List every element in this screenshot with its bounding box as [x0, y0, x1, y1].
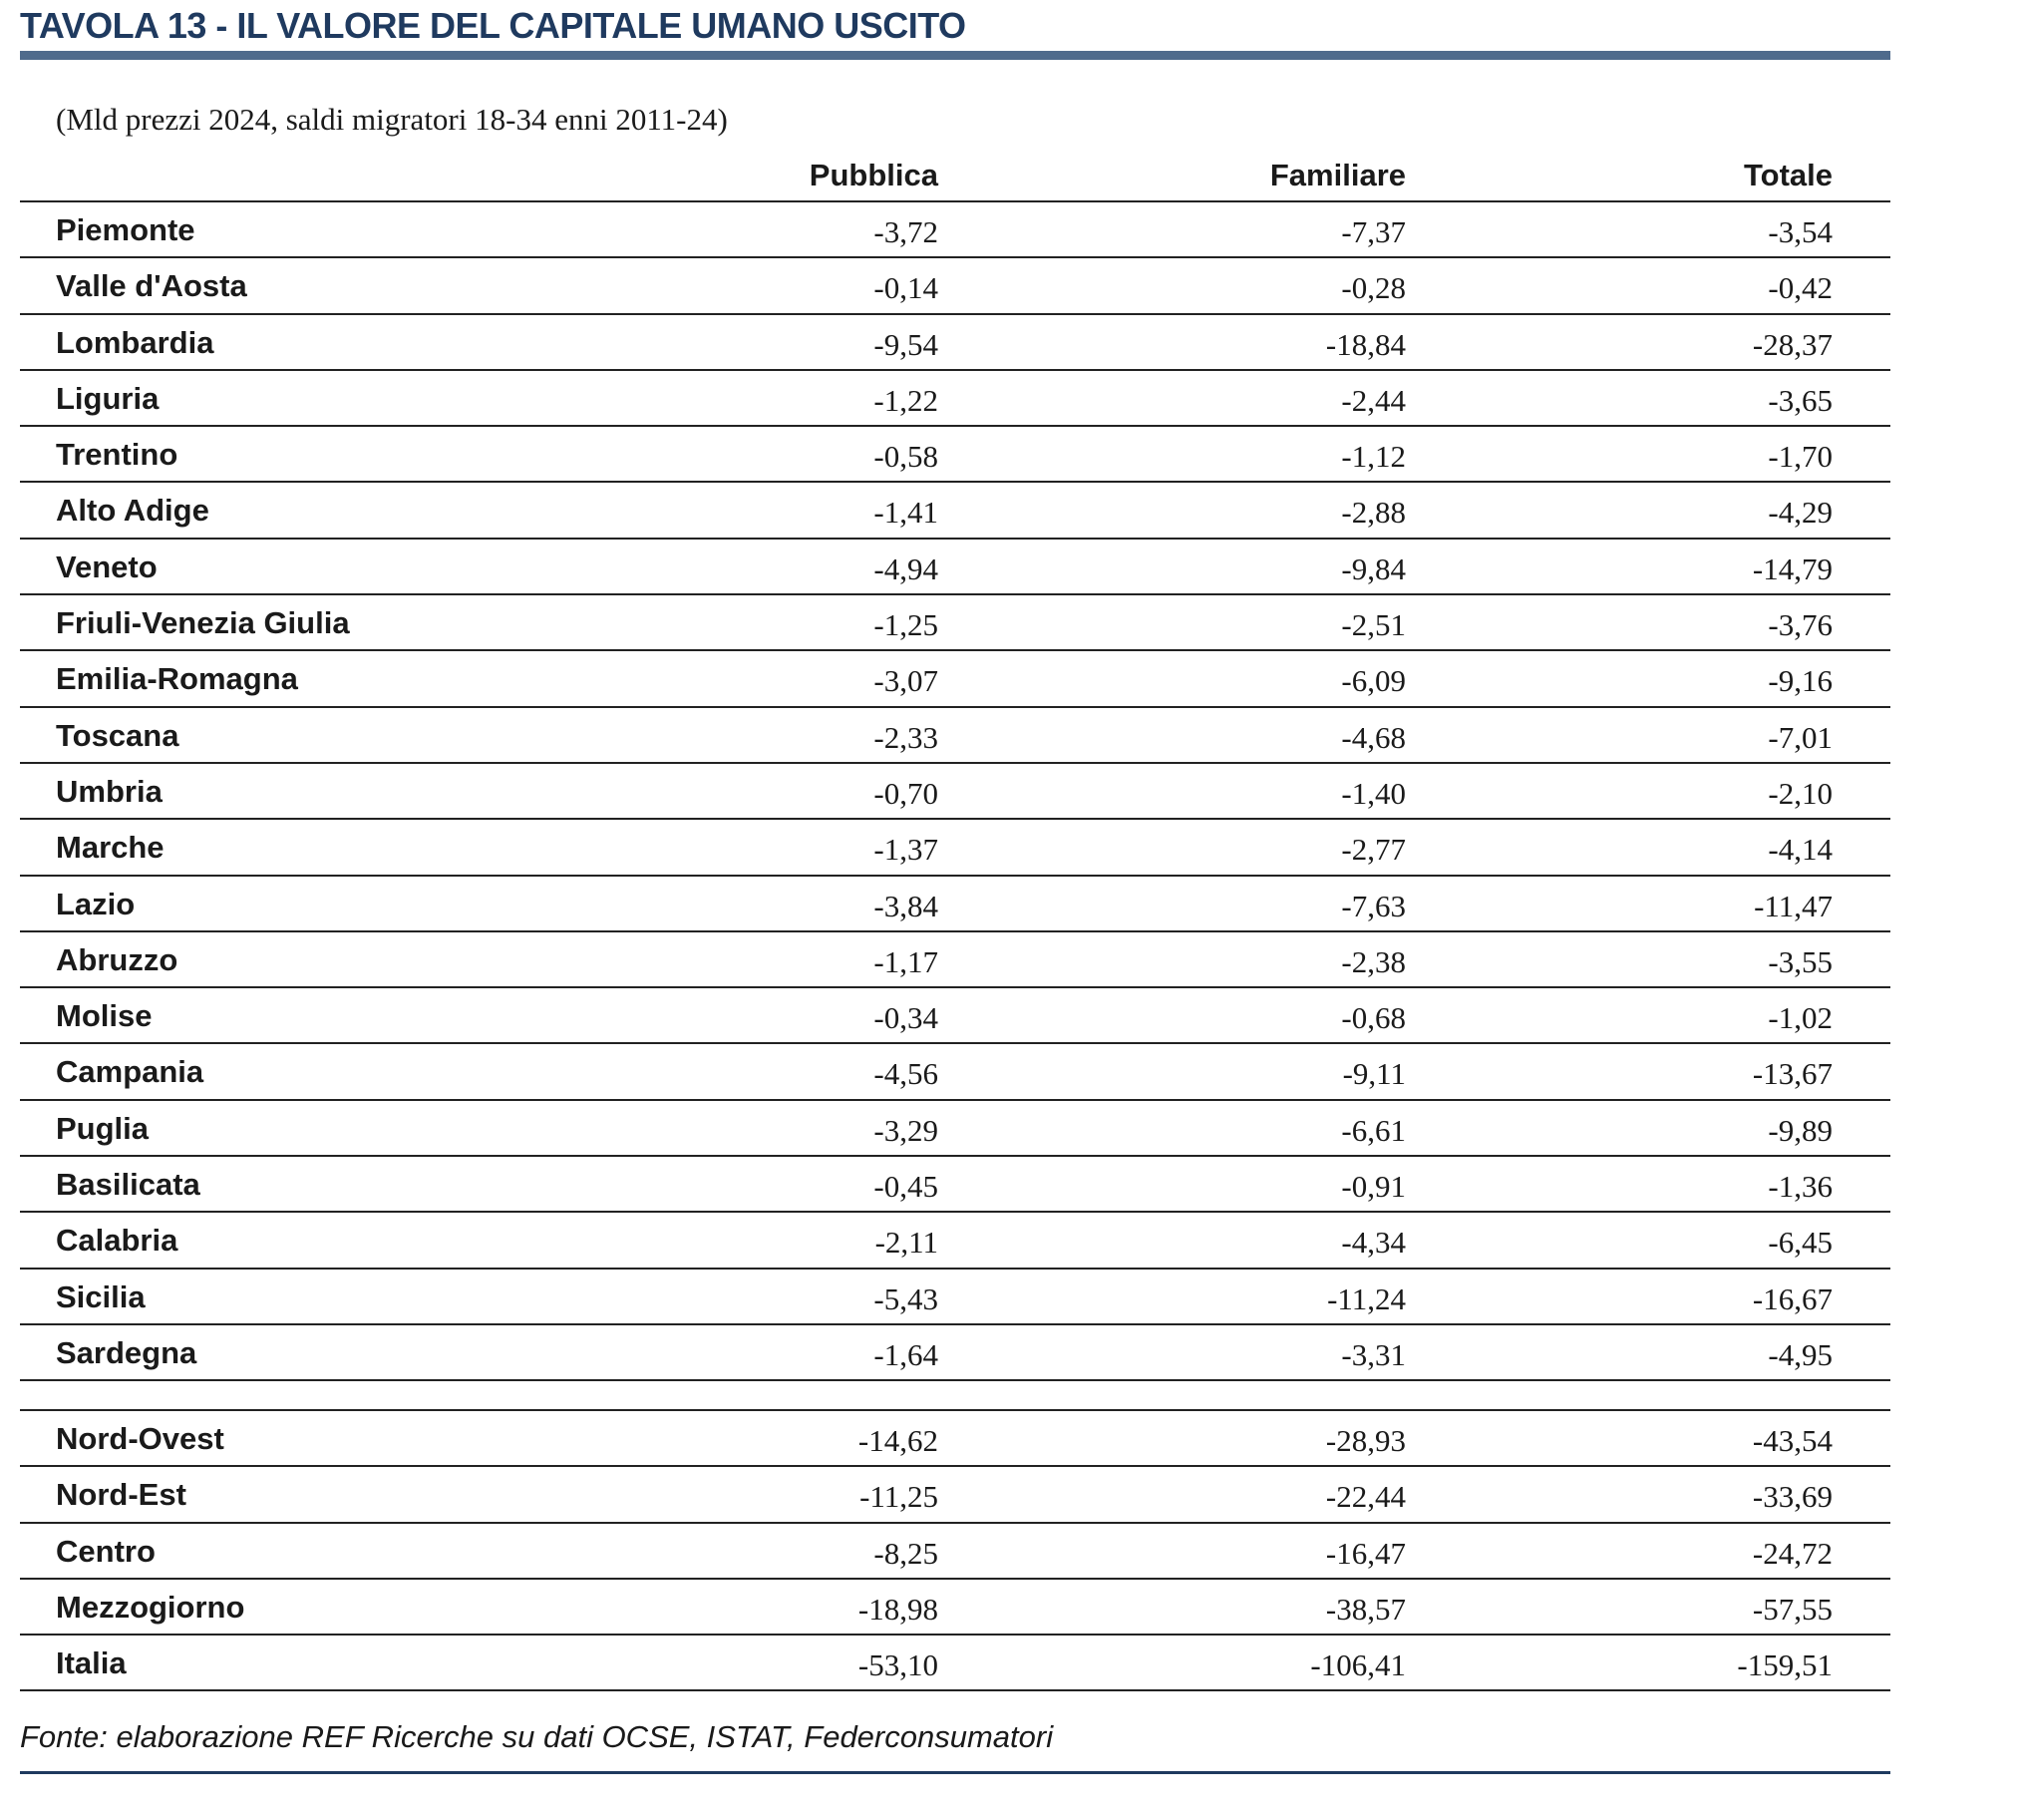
cell-familiare: -2,44: [1341, 382, 1406, 418]
table-row: [20, 877, 1890, 932]
cell-familiare: -22,44: [1325, 1479, 1406, 1515]
cell-familiare: -4,68: [1341, 719, 1406, 755]
cell-pubblica: -3,72: [873, 214, 938, 249]
cell-familiare: -6,09: [1341, 663, 1406, 699]
cell-pubblica: -11,25: [859, 1479, 938, 1515]
cell-totale: -0,42: [1768, 270, 1833, 306]
cell-totale: -1,02: [1768, 1000, 1833, 1036]
cell-totale: -28,37: [1752, 326, 1833, 362]
table-row: [20, 1157, 1890, 1213]
cell-totale: -3,55: [1768, 943, 1833, 979]
cell-totale: -159,51: [1737, 1647, 1833, 1683]
cell-pubblica: -8,25: [873, 1535, 938, 1571]
cell-familiare: -9,11: [1342, 1056, 1406, 1092]
cell-familiare: -7,37: [1341, 214, 1406, 249]
cell-pubblica: -0,58: [873, 439, 938, 475]
cell-totale: -11,47: [1754, 888, 1833, 923]
cell-totale: -57,55: [1752, 1591, 1833, 1627]
cell-pubblica: -53,10: [857, 1647, 938, 1683]
row-label: Trentino: [56, 437, 178, 473]
row-label: Centro: [56, 1533, 156, 1569]
table-row: [20, 988, 1890, 1044]
row-label: Molise: [56, 998, 153, 1034]
cell-pubblica: -1,17: [873, 943, 938, 979]
row-label: Umbria: [56, 773, 163, 809]
regions-table: [20, 202, 1890, 1381]
table-row: [20, 1101, 1890, 1157]
row-label: Liguria: [56, 380, 160, 416]
table-row: [20, 651, 1890, 707]
bottom-divider: [20, 1771, 1890, 1774]
cell-familiare: -3,31: [1341, 1336, 1406, 1372]
cell-familiare: -2,38: [1341, 943, 1406, 979]
cell-pubblica: -0,45: [873, 1169, 938, 1205]
table-row: [20, 1270, 1890, 1325]
table-row: [20, 1325, 1890, 1381]
cell-pubblica: -3,29: [873, 1112, 938, 1148]
row-label: Lombardia: [56, 324, 214, 360]
cell-pubblica: -1,25: [873, 607, 938, 643]
cell-pubblica: -4,56: [873, 1056, 938, 1092]
cell-pubblica: -2,11: [874, 1225, 938, 1261]
cell-pubblica: -5,43: [873, 1280, 938, 1316]
cell-familiare: -0,68: [1341, 1000, 1406, 1036]
row-label: Basilicata: [56, 1167, 200, 1203]
cell-pubblica: -1,64: [873, 1336, 938, 1372]
cell-familiare: -1,40: [1341, 775, 1406, 811]
cell-pubblica: -1,41: [873, 495, 938, 531]
cell-pubblica: -1,37: [873, 832, 938, 868]
cell-totale: -33,69: [1752, 1479, 1833, 1515]
row-label: Veneto: [56, 548, 158, 584]
row-label: Friuli-Venezia Giulia: [56, 605, 350, 641]
cell-familiare: -9,84: [1341, 550, 1406, 586]
row-label: Toscana: [56, 717, 179, 753]
table-row: [20, 483, 1890, 539]
cell-pubblica: -0,70: [873, 775, 938, 811]
cell-totale: -7,01: [1768, 719, 1833, 755]
cell-pubblica: -1,22: [873, 382, 938, 418]
row-label: Nord-Est: [56, 1477, 186, 1513]
cell-totale: -6,45: [1768, 1225, 1833, 1261]
row-label: Sicilia: [56, 1278, 146, 1314]
cell-totale: -3,65: [1768, 382, 1833, 418]
row-label: Puglia: [56, 1110, 150, 1146]
row-label: Emilia-Romagna: [56, 661, 298, 697]
row-label: Sardegna: [56, 1334, 197, 1370]
cell-familiare: -0,91: [1341, 1169, 1406, 1205]
row-label: Piemonte: [56, 212, 195, 247]
cell-familiare: -18,84: [1325, 326, 1406, 362]
cell-totale: -43,54: [1752, 1423, 1833, 1458]
row-label: Italia: [56, 1645, 127, 1681]
cell-pubblica: -9,54: [873, 326, 938, 362]
column-header-totale: Totale: [1744, 158, 1833, 192]
page-title: TAVOLA 13 - IL VALORE DEL CAPITALE UMANO USCITO: [20, 5, 966, 46]
table-row: [20, 1467, 1890, 1523]
row-label: Lazio: [56, 886, 136, 921]
cell-familiare: -2,88: [1341, 495, 1406, 531]
cell-totale: -9,16: [1768, 663, 1833, 699]
cell-familiare: -38,57: [1325, 1591, 1406, 1627]
cell-totale: -9,89: [1768, 1112, 1833, 1148]
table-row: [20, 1044, 1890, 1100]
title-divider: [20, 51, 1890, 60]
table-row: [20, 371, 1890, 427]
cell-totale: -1,36: [1768, 1169, 1833, 1205]
cell-pubblica: -0,14: [873, 270, 938, 306]
macro-areas-table: [20, 1411, 1890, 1691]
table-row: [20, 764, 1890, 820]
cell-familiare: -16,47: [1325, 1535, 1406, 1571]
cell-familiare: -106,41: [1310, 1647, 1406, 1683]
table-row: [20, 1213, 1890, 1269]
cell-pubblica: -14,62: [857, 1423, 938, 1458]
cell-totale: -4,14: [1768, 832, 1833, 868]
table-header-row: [20, 150, 1890, 201]
column-header-familiare: Familiare: [1269, 158, 1406, 192]
cell-pubblica: -4,94: [873, 550, 938, 586]
row-label: Valle d'Aosta: [56, 268, 247, 304]
cell-pubblica: -2,33: [873, 719, 938, 755]
cell-familiare: -2,77: [1341, 832, 1406, 868]
table-row: [20, 427, 1890, 483]
table-row: [20, 708, 1890, 764]
table-row: [20, 258, 1890, 314]
cell-totale: -24,72: [1752, 1535, 1833, 1571]
row-label: Marche: [56, 830, 165, 866]
cell-totale: -3,76: [1768, 607, 1833, 643]
cell-totale: -14,79: [1752, 550, 1833, 586]
table-row: [20, 1580, 1890, 1636]
cell-pubblica: -3,07: [873, 663, 938, 699]
row-label: Mezzogiorno: [56, 1589, 245, 1625]
column-header-pubblica: Pubblica: [809, 158, 938, 192]
cell-familiare: -6,61: [1341, 1112, 1406, 1148]
cell-familiare: -0,28: [1341, 270, 1406, 306]
cell-totale: -4,95: [1768, 1336, 1833, 1372]
cell-totale: -16,67: [1752, 1280, 1833, 1316]
cell-familiare: -11,24: [1327, 1280, 1406, 1316]
cell-totale: -1,70: [1768, 439, 1833, 475]
cell-pubblica: -3,84: [873, 888, 938, 923]
table-row: [20, 595, 1890, 651]
table-subtitle: (Mld prezzi 2024, saldi migratori 18-34 enni 2011-24): [56, 102, 728, 137]
cell-totale: -2,10: [1768, 775, 1833, 811]
cell-totale: -3,54: [1768, 214, 1833, 249]
cell-familiare: -28,93: [1325, 1423, 1406, 1458]
cell-pubblica: -0,34: [873, 1000, 938, 1036]
table-row: [20, 1524, 1890, 1580]
cell-pubblica: -18,98: [857, 1591, 938, 1627]
row-label: Campania: [56, 1054, 204, 1090]
cell-totale: -4,29: [1768, 495, 1833, 531]
row-label: Abruzzo: [56, 941, 178, 977]
row-label: Nord-Ovest: [56, 1421, 224, 1456]
row-label: Alto Adige: [56, 493, 209, 529]
table-row: [20, 1636, 1890, 1691]
table-row: [20, 820, 1890, 876]
source-note: Fonte: elaborazione REF Ricerche su dati OCSE, ISTAT, Federconsumatori: [20, 1719, 1054, 1754]
row-label: Calabria: [56, 1223, 178, 1259]
cell-familiare: -1,12: [1341, 439, 1406, 475]
table-row: [20, 540, 1890, 595]
table-row: [20, 202, 1890, 258]
cell-totale: -13,67: [1752, 1056, 1833, 1092]
table-row: [20, 932, 1890, 988]
table-row: [20, 1411, 1890, 1467]
cell-familiare: -7,63: [1341, 888, 1406, 923]
cell-familiare: -2,51: [1341, 607, 1406, 643]
cell-familiare: -4,34: [1341, 1225, 1406, 1261]
table-row: [20, 315, 1890, 371]
